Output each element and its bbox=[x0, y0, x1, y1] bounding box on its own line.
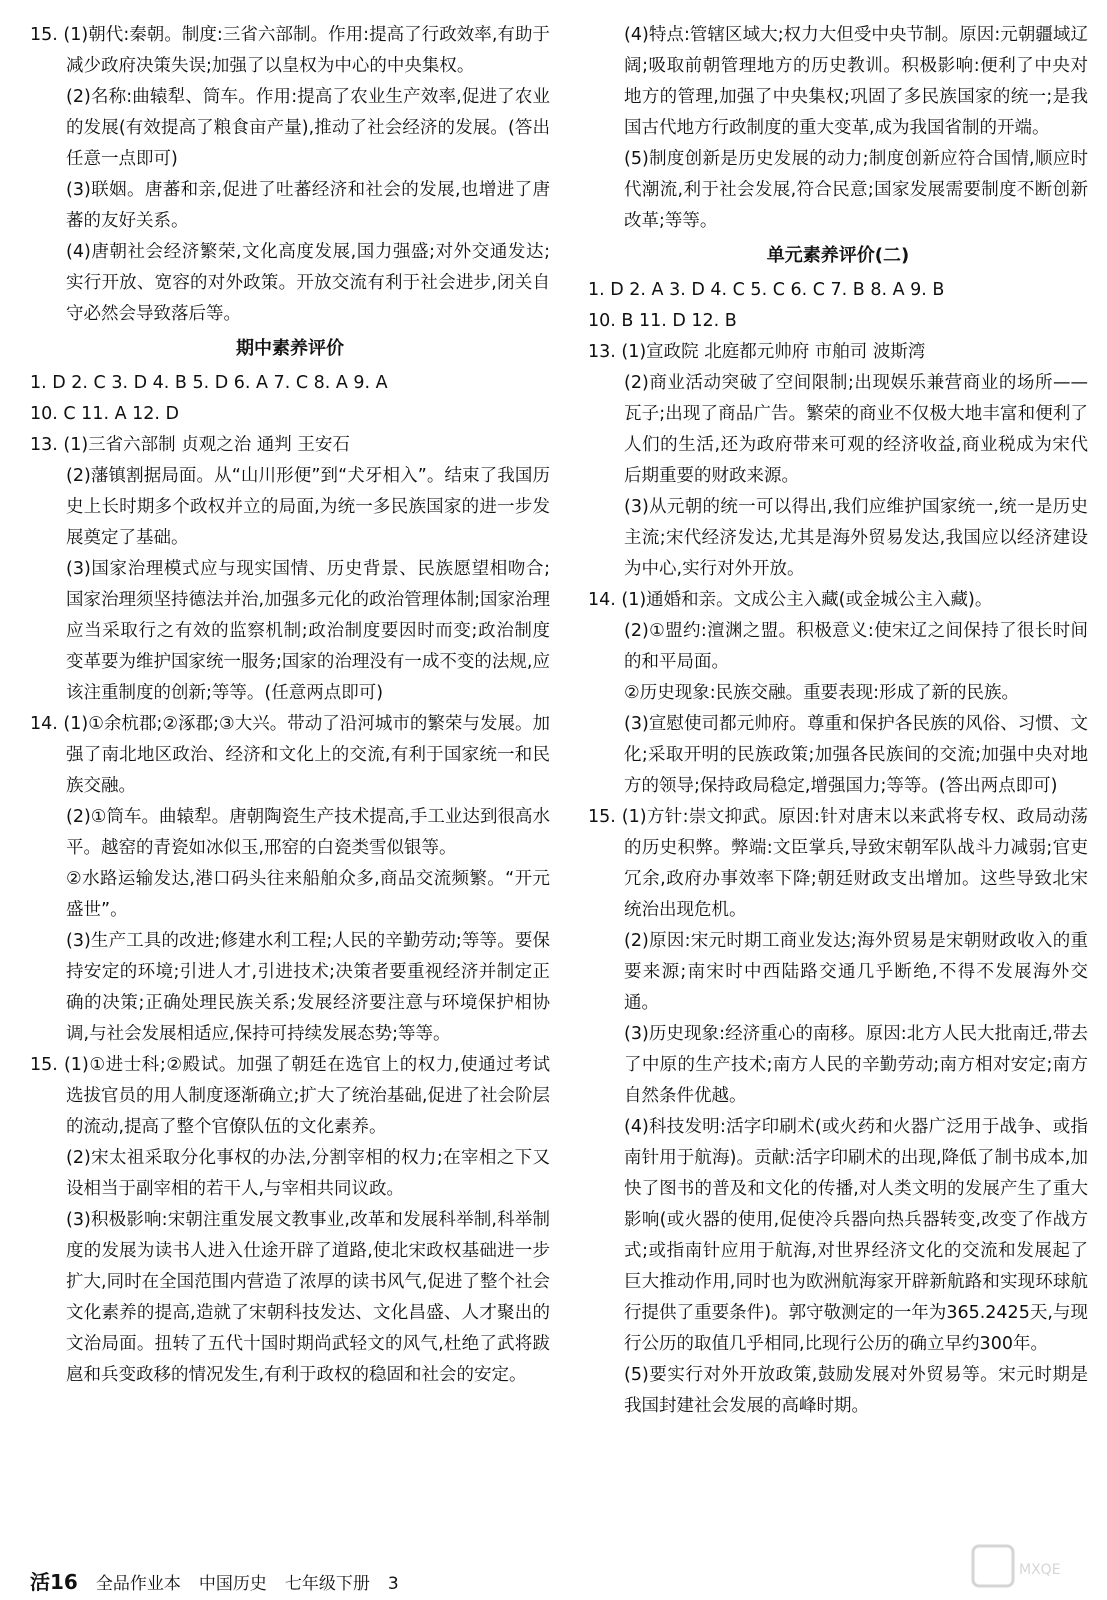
left-answer-line: ②水路运输发达,港口码头往来船舶众多,商品交流频繁。“开元盛世”。 bbox=[66, 869, 550, 920]
left-answer-line: 14. (1)①余杭郡;②涿郡;③大兴。带动了沿河城市的繁荣与发展。加强了南北地区政治、经济和文化上的交流,有利于国家统一和民族交融。 bbox=[30, 714, 550, 796]
subject-name: 中国历史 bbox=[198, 1574, 267, 1594]
sheet-number: 3 bbox=[387, 1574, 399, 1594]
right-answer-line: 13. (1)宣政院 北庭都元帅府 市舶司 波斯湾 bbox=[588, 342, 926, 362]
right-column bbox=[588, 20, 1088, 1422]
left-answer-line: (3)国家治理模式应与现实国情、历史背景、民族愿望相吻合;国家治理须坚持德法并治,加强多元化的政治管理体制;国家治理应当采取行之有效的监察机制;政治制度要因时而变;政治制度变革要为维护国家统一服务;国家的治理没有一成不变的法规,应该注重制度的创新;等等。(任意两点即可) bbox=[66, 559, 550, 703]
right-answer-line: (3)宣慰使司都元帅府。尊重和保护各民族的风俗、习惯、文化;采取开明的民族政策;加强各民族间的交流;加强中央对地方的领导;保持政局稳定,增强国力;等等。(答出两点即可) bbox=[624, 714, 1088, 796]
left-column bbox=[30, 20, 550, 1391]
left-answer-line: (2)①筒车。曲辕犁。唐朝陶瓷生产技术提高,手工业达到很高水平。越窑的青瓷如冰似玉,邢窑的白瓷类雪似银等。 bbox=[66, 807, 550, 858]
right-answer-line: ②历史现象:民族交融。重要表现:形成了新的民族。 bbox=[624, 683, 1019, 703]
right-answer-line: (2)商业活动突破了空间限制;出现娱乐兼营商业的场所——瓦子;出现了商品广告。繁荣的商业不仅极大地丰富和便利了人们的生活,还为政府带来可观的经济收益,商业税成为宋代后期重要的财政来源。 bbox=[624, 373, 1088, 486]
right-answer-line: (4)科技发明:活字印刷术(或火药和火器广泛用于战争、或指南针用于航海)。贡献:活字印刷术的出现,降低了制书成本,加快了图书的普及和文化的传播,对人类文明的发展产生了重大影响(或火器的使用,促使冷兵器向热兵器转变,改变了作战方式;或指南针应用于航海,对世界经济文化的交流和发展起了巨大推动作用,同时也为欧洲航海家开辟新航路和实现环球航行提供了重要条件)。郭守敬测定的一年为365.2425天,与现行公历的取值几乎相同,比现行公历的确立早约300年。 bbox=[624, 1117, 1088, 1354]
right-answer-line: 10. B 11. D 12. B bbox=[588, 311, 737, 331]
left-answer-line: 13. (1)三省六部制 贞观之治 通判 王安石 bbox=[30, 435, 350, 455]
book-name: 全品作业本 bbox=[95, 1574, 181, 1594]
left-answer-line: (3)积极影响:宋朝注重发展文教事业,改革和发展科举制,科举制度的发展为读书人进入仕途开辟了道路,使北宋政权基础进一步扩大,同时在全国范围内营造了浓厚的读书风气,促进了整个社会文化素养的提高,造就了宋朝科技发达、文化昌盛、人才聚出的文治局面。扭转了五代十国时期尚武轻文的风气,杜绝了武将跋扈和兵变政移的情况发生,有利于政权的稳固和社会的安定。 bbox=[66, 1210, 550, 1385]
left-answer-line: 15. (1)朝代:秦朝。制度:三省六部制。作用:提高了行政效率,有助于减少政府决策失误;加强了以皇权为中心的中央集权。 bbox=[30, 25, 550, 76]
watermark-logo bbox=[971, 1542, 1091, 1590]
svg-text:MXQE: MXQE bbox=[1019, 1562, 1061, 1578]
left-answer-line: 15. (1)①进士科;②殿试。加强了朝廷在选官上的权力,使通过考试选拔官员的用人制度逐渐确立;扩大了统治基础,促进了社会阶层的流动,提高了整个官僚队伍的文化素养。 bbox=[30, 1055, 550, 1137]
right-answer-line: (5)要实行对外开放政策,鼓励发展对外贸易等。宋元时期是我国封建社会发展的高峰时期。 bbox=[624, 1365, 1088, 1416]
right-answer-line: (4)特点:管辖区域大;权力大但受中央节制。原因:元朝疆域辽阔;吸取前朝管理地方的历史教训。积极影响:便利了中央对地方的管理,加强了中央集权;巩固了多民族国家的统一;是我国古代地方行政制度的重大变革,成为我国省制的开端。 bbox=[624, 25, 1088, 138]
left-answer-line: (2)名称:曲辕犁、筒车。作用:提高了农业生产效率,促进了农业的发展(有效提高了粮食亩产量),推动了社会经济的发展。(答出任意一点即可) bbox=[66, 87, 550, 169]
page-footer bbox=[30, 1566, 399, 1595]
left-answer-line: (3)联姻。唐蕃和亲,促进了吐蕃经济和社会的发展,也增进了唐蕃的友好关系。 bbox=[66, 180, 550, 231]
left-answer-line: (2)宋太祖采取分化事权的办法,分割宰相的权力;在宰相之下又设相当于副宰相的若干人,与宰相共同议政。 bbox=[66, 1148, 550, 1199]
right-answer-line: (2)原因:宋元时期工商业发达;海外贸易是宋朝财政收入的重要来源;南宋时中西陆路交通几乎断绝,不得不发展海外交通。 bbox=[624, 931, 1088, 1013]
left-answer-line: (2)藩镇割据局面。从“山川形便”到“犬牙相入”。结束了我国历史上长时期多个政权并立的局面,为统一多民族国家的进一步发展奠定了基础。 bbox=[66, 466, 550, 548]
right-answer-line: (3)从元朝的统一可以得出,我们应维护国家统一,统一是历史主流;宋代经济发达,尤其是海外贸易发达,我国应以经济建设为中心,实行对外开放。 bbox=[624, 497, 1088, 579]
right-answer-line: (2)①盟约:澶渊之盟。积极意义:使宋辽之间保持了很长时间的和平局面。 bbox=[624, 621, 1088, 672]
page-number: 活16 bbox=[30, 1570, 78, 1594]
right-section-title: 单元素养评价(二) bbox=[766, 245, 910, 266]
left-answer-line: (3)生产工具的改进;修建水利工程;人民的辛勤劳动;等等。要保持安定的环境;引进人才,引进技术;决策者要重视经济并制定正确的决策;正确处理民族关系;发展经济要注意与环境保护相协调,与社会发展相适应,保持可持续发展态势;等等。 bbox=[66, 931, 550, 1044]
right-answer-line: 1. D 2. A 3. D 4. C 5. C 6. C 7. B 8. A 9. B bbox=[588, 280, 945, 300]
grade-name: 七年级下册 bbox=[284, 1574, 370, 1594]
left-answer-line: (4)唐朝社会经济繁荣,文化高度发展,国力强盛;对外交通发达;实行开放、宽容的对外政策。开放交流有利于社会进步,闭关自守必然会导致落后等。 bbox=[66, 242, 550, 324]
right-answer-line: (5)制度创新是历史发展的动力;制度创新应符合国情,顺应时代潮流,利于社会发展,符合民意;国家发展需要制度不断创新改革;等等。 bbox=[624, 149, 1088, 231]
left-section-title: 期中素养评价 bbox=[236, 338, 344, 359]
right-answer-line: 14. (1)通婚和亲。文成公主入藏(或金城公主入藏)。 bbox=[588, 590, 993, 610]
right-answer-line: 15. (1)方针:崇文抑武。原因:针对唐末以来武将专权、政局动荡的历史积弊。弊端:文臣掌兵,导致宋朝军队战斗力减弱;官吏冗余,政府办事效率下降;朝廷财政支出增加。这些导致北宋统治出现危机。 bbox=[588, 807, 1088, 920]
left-answer-line: 10. C 11. A 12. D bbox=[30, 404, 179, 424]
left-answer-line: 1. D 2. C 3. D 4. B 5. D 6. A 7. C 8. A 9. A bbox=[30, 373, 388, 393]
right-answer-line: (3)历史现象:经济重心的南移。原因:北方人民大批南迁,带去了中原的生产技术;南方人民的辛勤劳动;南方相对安定;南方自然条件优越。 bbox=[624, 1024, 1088, 1106]
